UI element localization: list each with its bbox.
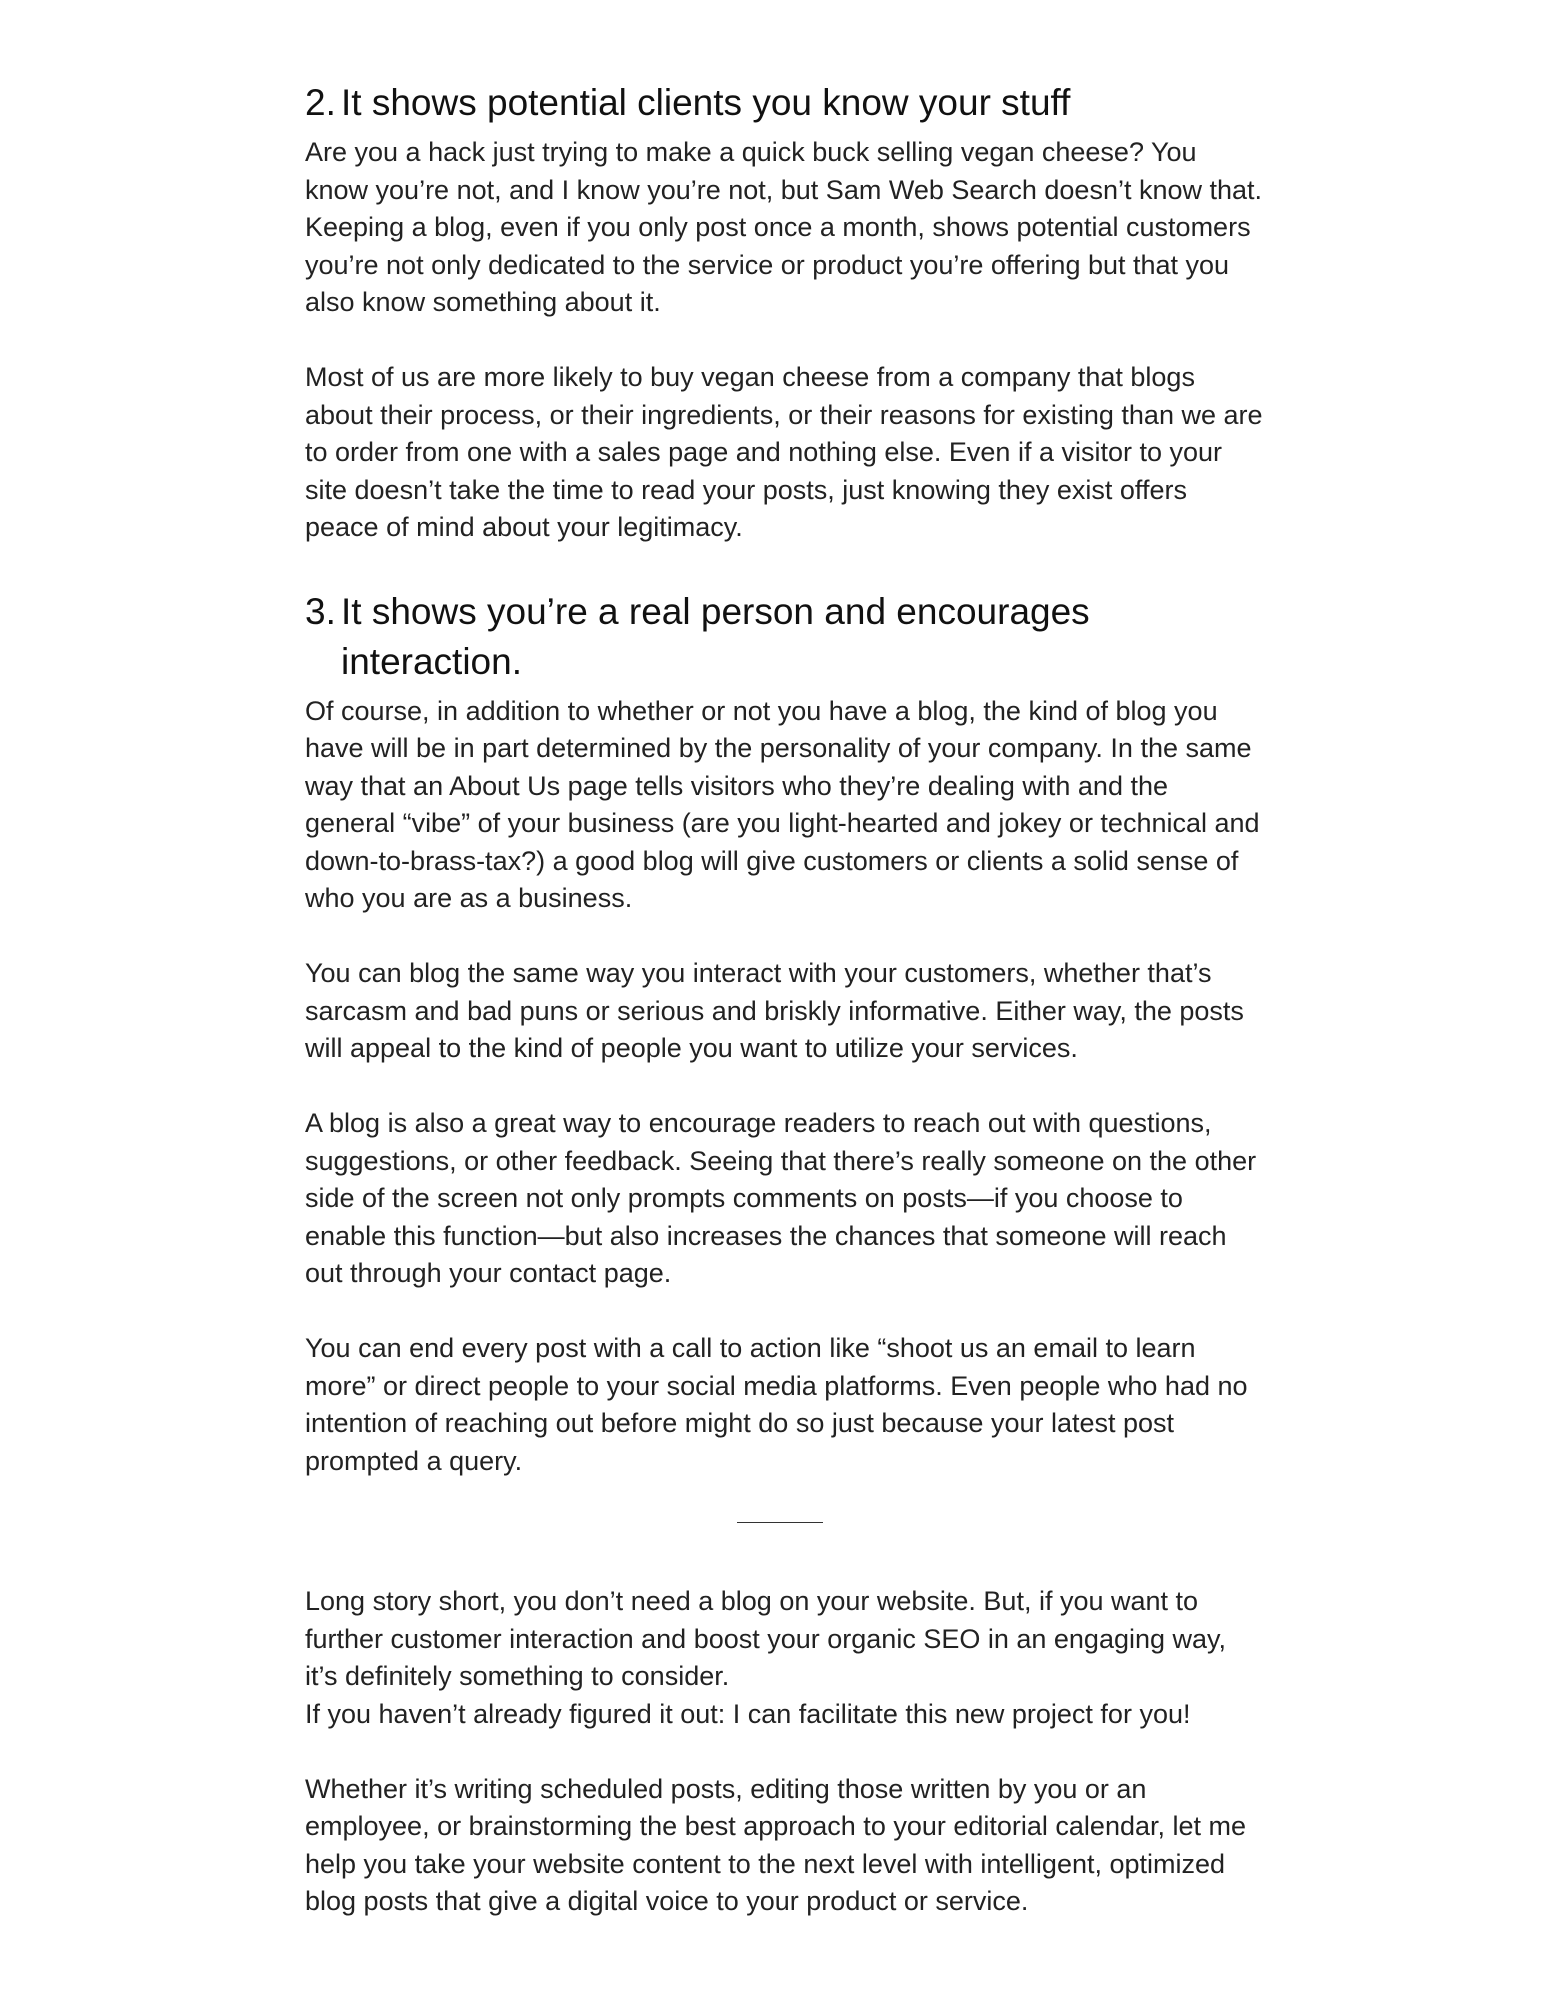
conclusion-paragraph: Long story short, you don’t need a blog on your website. But, if you want to further customer interaction and boost your organic SEO in an engaging way, it’s definitely something to consider. [305, 1586, 1227, 1691]
section-heading-text: It shows potential clients you know your stuff [341, 82, 1071, 123]
section-2 [305, 78, 1265, 547]
document-content [305, 78, 1265, 1921]
paragraph: A blog is also a great way to encourage readers to reach out with questions, suggestions, or other feedback. Seeing that there’s really someone on the other side of the screen not only prompts comments on posts—if you choose to enable this function—but also increases the chances that someone will reach out through your contact page. [305, 1108, 1257, 1288]
conclusion-paragraph: Whether it’s writing scheduled posts, editing those written by you or an employee, or brainstorming the best approach to your editorial calendar, let me help you take your website content to the next level with intelligent, optimized blog posts that give a digital voice to your product or service. [305, 1773, 1247, 1916]
section-divider [305, 1508, 1245, 1583]
section-number: 2. [305, 82, 336, 123]
paragraph: You can end every post with a call to action like “shoot us an email to learn more” or direct people to your social media platforms. Even people who had no intention of reaching out before might do so just because your latest post prompted a query. [305, 1333, 1248, 1476]
section-heading [305, 78, 1265, 128]
section-number: 3. [305, 590, 336, 632]
section-heading [305, 587, 1265, 687]
paragraph: You can blog the same way you interact with your customers, whether that’s sarcasm and bad puns or serious and briskly informative. Either way, the posts will appeal to the kind of people you want to utilize your services. [305, 958, 1244, 1063]
section-heading-text: It shows you’re a real person and encourages interaction. [341, 590, 1090, 682]
conclusion [305, 1583, 1265, 1921]
paragraph: Are you a hack just trying to make a quick buck selling vegan cheese? You know you’re not, and I know you’re not, but Sam Web Search doesn’t know that. Keeping a blog, even if you only post once a month, shows potential customers you’re not only dedicated to the service or product you’re offering but that you also know something about it. [305, 137, 1263, 317]
paragraph: Most of us are more likely to buy vegan cheese from a company that blogs about their process, or their ingredients, or their reasons for existing than we are to order from one with a sales page and nothing else. Even if a visitor to your site doesn’t take the time to read your posts, just knowing they exist offers peace of mind about your legitimacy. [305, 362, 1263, 542]
paragraph: Of course, in addition to whether or not you have a blog, the kind of blog you have will be in part determined by the personality of your company. In the same way that an About Us page tells visitors who they’re dealing with and the general “vibe” of your business (are you light-hearted and jokey or technical and down-to-brass-tax?) a good blog will give customers or clients a solid sense of who you are as a business. [305, 695, 1260, 913]
section-3 [305, 587, 1265, 1481]
divider-line [737, 1522, 823, 1523]
conclusion-paragraph: If you haven’t already figured it out: I can facilitate this new project for you! [305, 1698, 1191, 1729]
